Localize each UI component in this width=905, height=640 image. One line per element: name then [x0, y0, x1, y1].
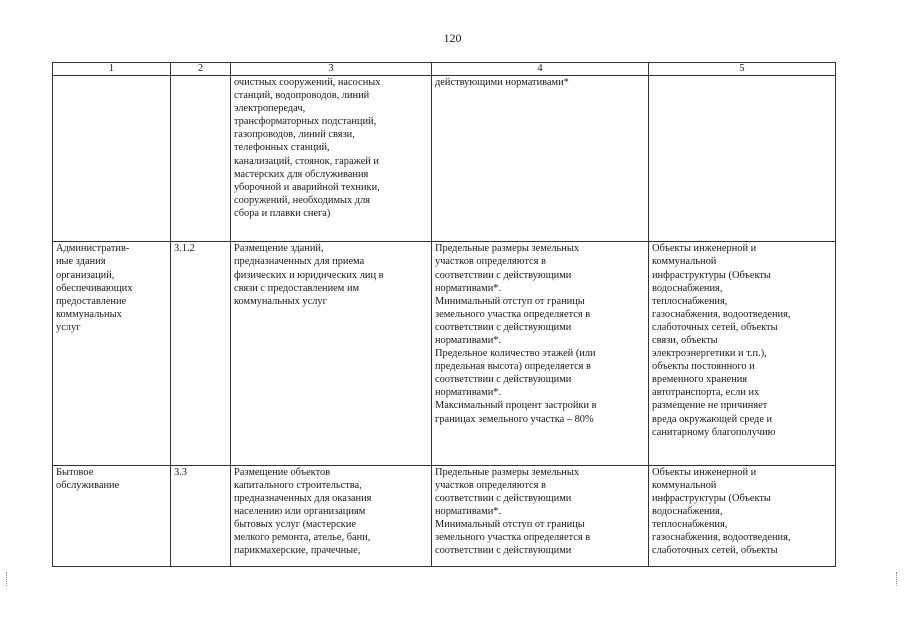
table-row [53, 242, 836, 465]
cell-text [174, 76, 227, 239]
cell-text: Предельные размеры земельных участков определяются в соответствии с действующими нормативами*. Минимальный отступ от границы земельного участка определяется в соответствии с действующими нормативами*. Предельное количество этажей (или предельная высота) определяется в соответствии с действующими нормативами*. Максимальный процент застройки в границах земельного участка – 80% [435, 243, 597, 425]
table-cell [432, 465, 649, 566]
table-cell [53, 465, 171, 566]
cell-text [56, 76, 167, 239]
column-header-2: 2 [171, 63, 231, 76]
table-cell [171, 242, 231, 465]
cell-text: Объекты инженерной и коммунальной инфраструктуры (Объекты водоснабжения, теплоснабжения, газоснабжения, водоотведения, слаботочных сетей, объекты связи, объекты электроэнергетики и т.п.), объекты постоянного и временного хранения автотранспорта, если их размещение не причиняет вреда окружающей среде и санитарному благополучию [652, 243, 791, 438]
table-cell [171, 465, 231, 566]
cell-text [652, 76, 832, 239]
table-cell [231, 76, 432, 242]
scan-edge-mark [896, 572, 898, 586]
header-row [53, 63, 836, 76]
column-header-4: 4 [432, 63, 649, 76]
table-cell [649, 465, 836, 566]
table-cell [53, 76, 171, 242]
scan-edge-mark [6, 572, 8, 586]
table-cell [432, 76, 649, 242]
table-cell [649, 242, 836, 465]
table-cell [231, 242, 432, 465]
cell-text: 3.3 [174, 466, 187, 478]
table-row [53, 465, 836, 566]
table-cell [53, 242, 171, 465]
table-cell [171, 76, 231, 242]
cell-text: Размещение объектов капитального строительства, предназначенных для оказания населению или организациям бытовых услуг (мастерские мелкого ремонта, ателье, бани, парикмахерские, прачечные, [234, 466, 372, 557]
cell-text: Размещение зданий, предназначенных для приема физических и юридических лиц в связи с предоставлением им коммунальных услуг [234, 243, 384, 307]
column-header-1: 1 [53, 63, 171, 76]
cell-text: Административ- ные здания организаций, обеспечивающих предоставление коммунальных услуг [56, 243, 133, 333]
table-cell [231, 465, 432, 566]
table-cell [649, 76, 836, 242]
column-header-5: 5 [649, 63, 836, 76]
cell-text: очистных сооружений, насосных станций, водопроводов, линий электропередач, трансформаторных подстанций, газопроводов, линий связи, телефонных станций, канализаций, стоянок, гаражей и мастерских для обслуживания уборочной и аварийной техники, сооружений, необходимых для сбора и плавки снега) [234, 77, 381, 219]
table-row [53, 76, 836, 242]
table-cell [432, 242, 649, 465]
regulations-table [52, 62, 836, 567]
cell-text: Предельные размеры земельных участков определяются в соответствии с действующими нормативами*. Минимальный отступ от границы земельного участка определяется в соответствии с действующими [435, 466, 591, 557]
cell-text: 3.1.2 [174, 243, 195, 255]
cell-text: Бытовое обслуживание [56, 466, 120, 491]
cell-text: Объекты инженерной и коммунальной инфраструктуры (Объекты водоснабжения, теплоснабжения, газоснабжения, водоотведения, слаботочных сетей, объекты [652, 466, 791, 557]
cell-text: действующими нормативами* [435, 77, 569, 88]
column-header-3: 3 [231, 63, 432, 76]
page-number: 120 [443, 31, 462, 45]
